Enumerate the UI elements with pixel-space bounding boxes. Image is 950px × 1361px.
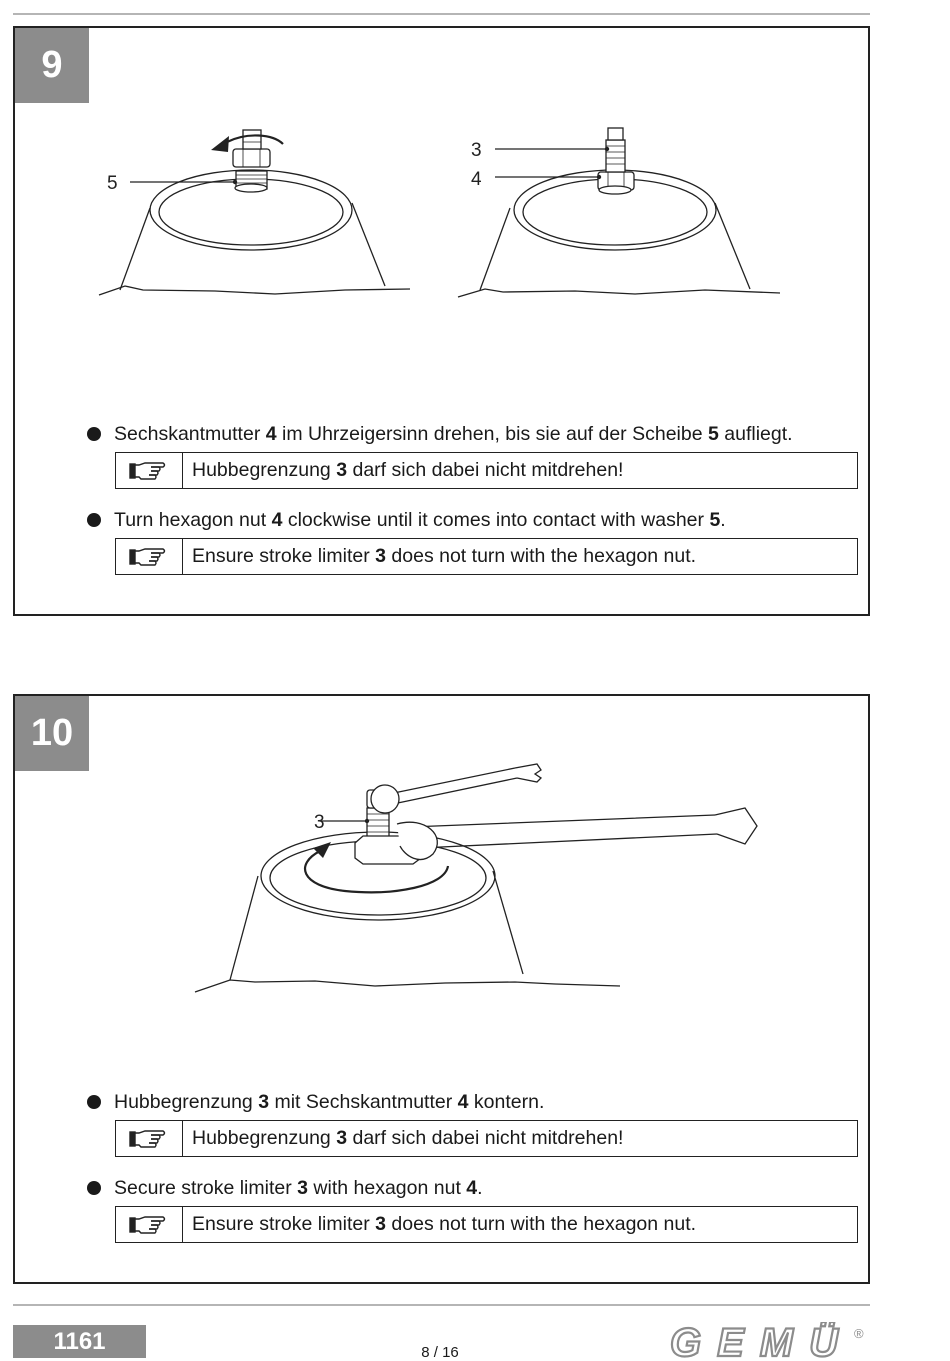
note-de [115,452,858,489]
logo-text: GEMÜ [670,1322,840,1360]
top-rule [13,13,870,15]
step-number: 9 [15,28,89,103]
bullet-icon [87,513,101,527]
note-text: Ensure stroke limiter 3 does not turn with the hexagon nut. [192,1213,697,1235]
bullet-icon [87,427,101,441]
step-9-panel [13,26,870,616]
document-number: 1161 [13,1325,146,1358]
callout-4: 4 [471,169,482,190]
instruction-en: Turn hexagon nut 4 clockwise until it comes into contact with washer 5. [87,508,726,532]
pointing-hand-icon [116,1207,183,1242]
bullet-icon [87,1095,101,1109]
registered-mark: ® [854,1326,864,1341]
pointing-hand-icon [116,1121,183,1156]
instruction-de: Sechskantmutter 4 im Uhrzeigersinn drehen, bis sie auf der Scheibe 5 aufliegt. [87,422,793,446]
note-text: Hubbegrenzung 3 darf sich dabei nicht mitdrehen! [192,1127,624,1149]
callout-3: 3 [471,140,482,161]
note-text: Ensure stroke limiter 3 does not turn with the hexagon nut. [192,545,697,567]
gemu-logo [668,1322,868,1360]
callout-5: 5 [107,173,118,194]
callout-3: 3 [314,812,325,833]
footer-rule [13,1304,870,1306]
note-en [115,1206,858,1243]
step-10-panel [13,694,870,1284]
note-en [115,538,858,575]
pointing-hand-icon [116,453,183,488]
step-number: 10 [15,696,89,771]
page-number: 8 / 16 [421,1344,459,1361]
instruction-en: Secure stroke limiter 3 with hexagon nut 4. [87,1176,483,1200]
note-de [115,1120,858,1157]
bullet-icon [87,1181,101,1195]
note-text: Hubbegrenzung 3 darf sich dabei nicht mitdrehen! [192,459,624,481]
instruction-de: Hubbegrenzung 3 mit Sechskantmutter 4 kontern. [87,1090,544,1114]
pointing-hand-icon [116,539,183,574]
